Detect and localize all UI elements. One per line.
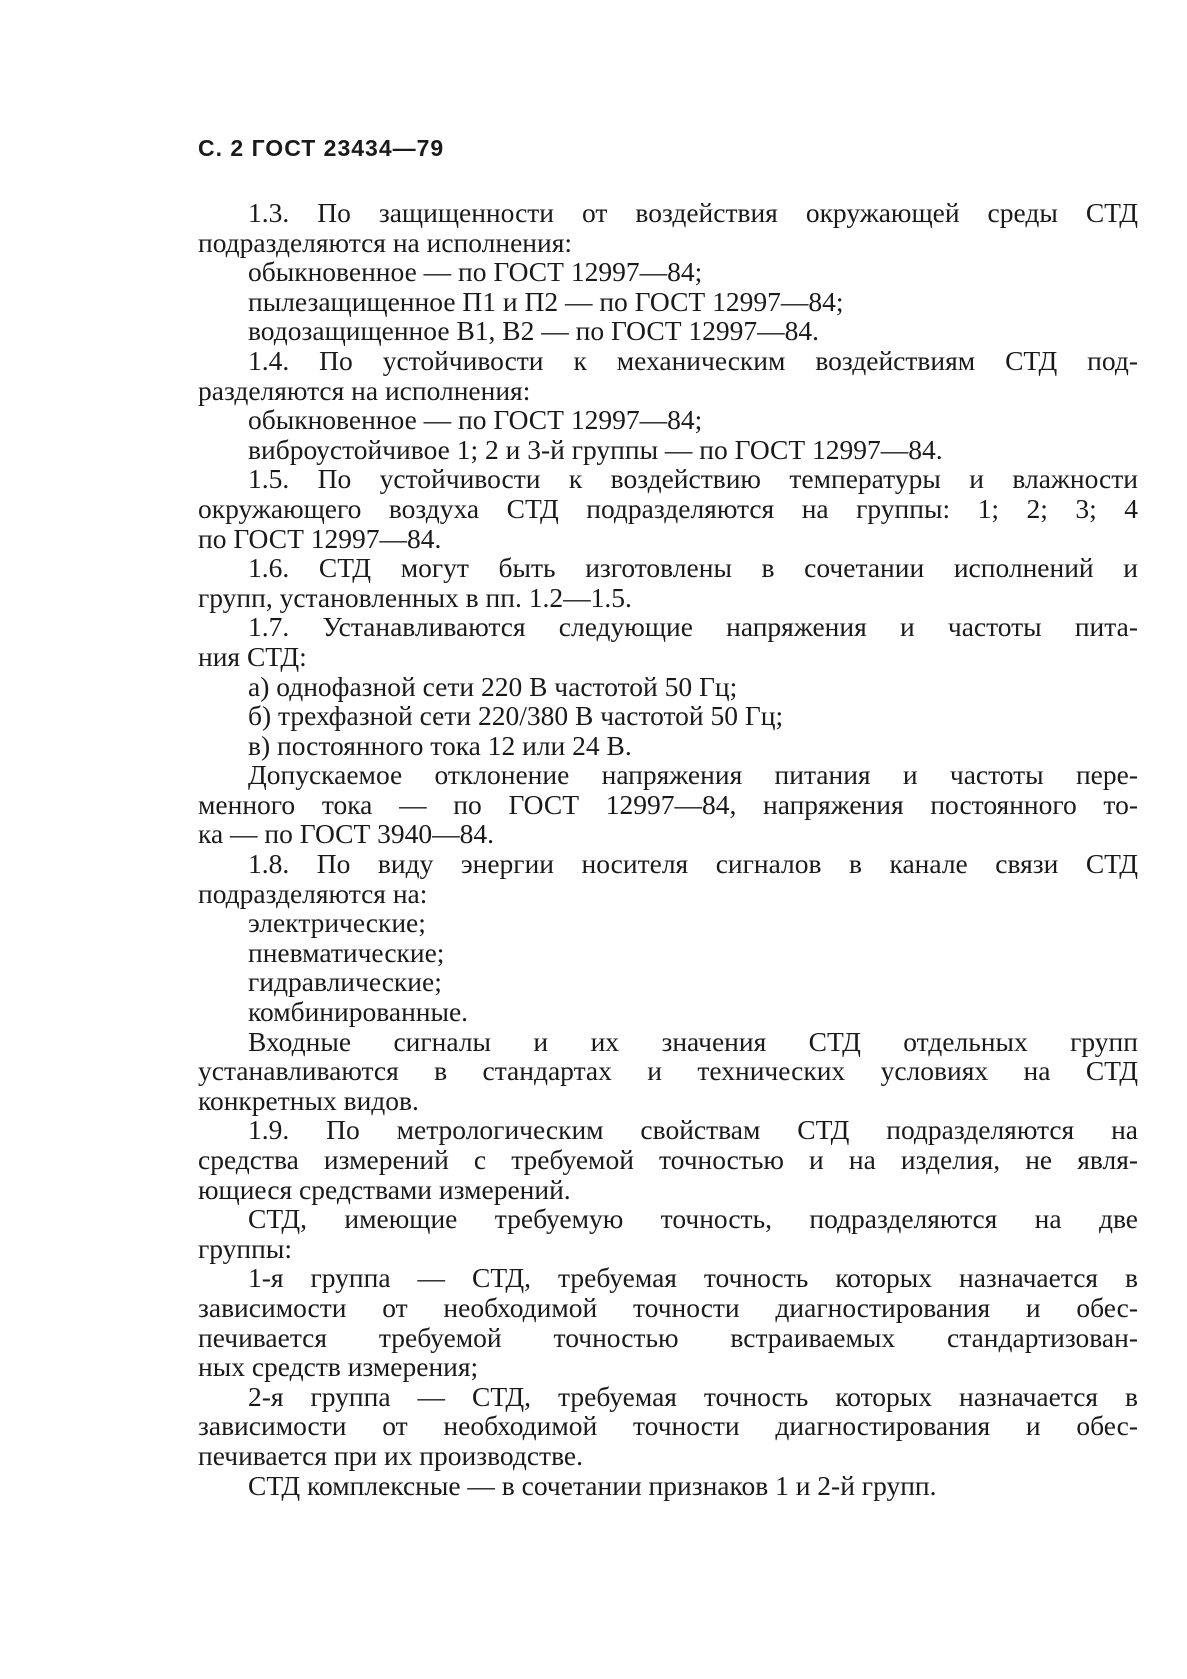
text-line: зависимости от необходимой точности диагностирования и обес- bbox=[198, 1291, 1138, 1323]
text-line: а) однофазной сети 220 В частотой 50 Гц; bbox=[248, 670, 738, 702]
document-body bbox=[198, 198, 1138, 1500]
text-line: ных средств измерения; bbox=[198, 1351, 479, 1383]
text-line: 1.7. Устанавливаются следующие напряжения и частоты пита- bbox=[248, 611, 1138, 643]
text-line: ка — по ГОСТ 3940—84. bbox=[198, 818, 495, 850]
text-line: устанавливаются в стандартах и технических условиях на СТД bbox=[198, 1055, 1138, 1087]
text-line: пневматические; bbox=[248, 936, 445, 968]
text-line: 1.3. По защищенности от воздействия окружающей среды СТД bbox=[248, 197, 1138, 228]
text-line: СТД, имеющие требуемую точность, подразделяются на две bbox=[248, 1203, 1138, 1235]
text-line: гидравлические; bbox=[248, 966, 442, 998]
text-line: 1.4. По устойчивости к механическим воздействиям СТД под- bbox=[248, 344, 1138, 376]
text-line: разделяются на исполнения: bbox=[198, 374, 531, 406]
text-line: групп, установленных в пп. 1.2—1.5. bbox=[198, 581, 632, 613]
text-line: подразделяются на исполнения: bbox=[198, 226, 573, 258]
text-line: подразделяются на: bbox=[198, 877, 428, 909]
text-line: конкретных видов. bbox=[198, 1084, 419, 1116]
text-line: виброустойчивое 1; 2 и 3-й группы — по ГОСТ 12997—84. bbox=[248, 433, 943, 465]
text-line: менного тока — по ГОСТ 12997—84, напряжения постоянного то- bbox=[198, 788, 1138, 820]
text-line: 1.5. По устойчивости к воздействию температуры и влажности bbox=[248, 463, 1138, 495]
text-line: 1.9. По метрологическим свойствам СТД подразделяются на bbox=[248, 1114, 1138, 1146]
text-line: в) постоянного тока 12 или 24 В. bbox=[248, 729, 632, 761]
text-line: пылезащищенное П1 и П2 — по ГОСТ 12997—84; bbox=[248, 285, 844, 317]
text-line: окружающего воздуха СТД подразделяются на группы: 1; 2; 3; 4 bbox=[198, 492, 1138, 524]
text-line: обыкновенное — по ГОСТ 12997—84; bbox=[248, 256, 703, 288]
text-line: обыкновенное — по ГОСТ 12997—84; bbox=[248, 404, 703, 436]
text-line: 2-я группа — СТД, требуемая точность которых назначается в bbox=[248, 1380, 1138, 1412]
text-line: печивается при их производстве. bbox=[198, 1439, 583, 1471]
text-line: Допускаемое отклонение напряжения питания и частоты пере- bbox=[248, 759, 1138, 791]
text-line: 1.6. СТД могут быть изготовлены в сочетании исполнений и bbox=[248, 552, 1138, 584]
text-line: водозащищенное В1, В2 — по ГОСТ 12997—84. bbox=[248, 315, 820, 347]
text-line: по ГОСТ 12997—84. bbox=[198, 522, 442, 554]
text-line: печивается требуемой точностью встраиваемых стандартизован- bbox=[198, 1321, 1138, 1353]
text-line: Входные сигналы и их значения СТД отдельных групп bbox=[248, 1025, 1138, 1057]
text-line: средства измерений с требуемой точностью и на изделия, не явля- bbox=[198, 1144, 1138, 1175]
text-line: б) трехфазной сети 220/380 В частотой 50 Гц; bbox=[248, 700, 784, 732]
text-line: ния СТД: bbox=[198, 640, 307, 672]
text-line: 1.8. По виду энергии носителя сигналов в канале связи СТД bbox=[248, 848, 1138, 880]
page-header: С. 2 ГОСТ 23434—79 bbox=[198, 135, 445, 161]
text-line: группы: bbox=[198, 1232, 292, 1264]
text-line: 1-я группа — СТД, требуемая точность которых назначается в bbox=[248, 1262, 1138, 1294]
text-line: комбинированные. bbox=[248, 996, 469, 1028]
text-line: зависимости от необходимой точности диагностирования и обес- bbox=[198, 1410, 1138, 1442]
text-line: СТД комплексные — в сочетании признаков 1 и 2-й групп. bbox=[248, 1469, 937, 1501]
text-line: ющиеся средствами измерений. bbox=[198, 1173, 571, 1205]
text-line: электрические; bbox=[248, 907, 426, 939]
